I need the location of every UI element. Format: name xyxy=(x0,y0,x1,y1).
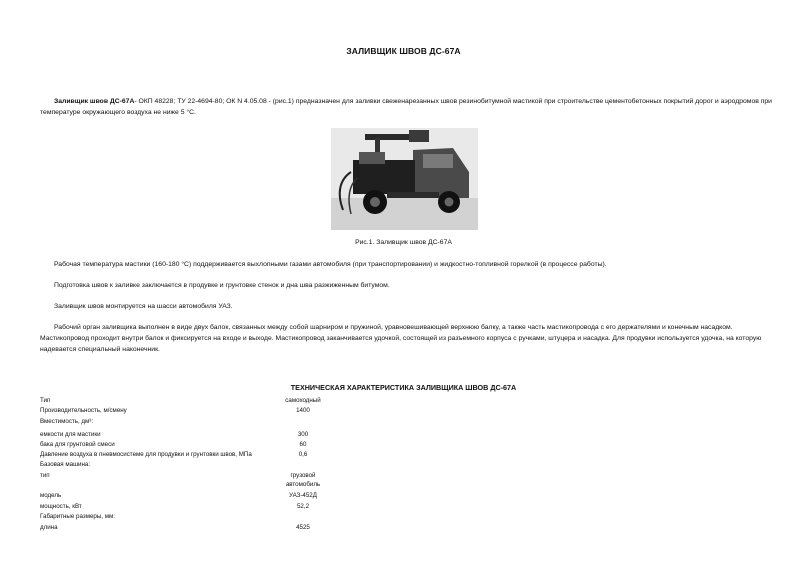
spec-label: мощность, кВт xyxy=(40,503,82,510)
spec-title: ТЕХНИЧЕСКАЯ ХАРАКТЕРИСТИКА ЗАЛИВЩИКА ШВОВ ДС-67А xyxy=(290,383,517,392)
spec-row xyxy=(0,418,807,428)
spec-value: 1400 xyxy=(296,407,310,414)
paragraph-preparation: Подготовка швов к заливке заключается в продувке и грунтовке стенок и дна шва разжиженным битумом. xyxy=(54,282,390,289)
spec-value: 52,2 xyxy=(296,503,310,510)
spec-row xyxy=(0,492,807,502)
spec-value: 60 xyxy=(299,441,307,448)
spec-label: бака для грунтовой смеси xyxy=(40,441,115,448)
spec-row xyxy=(0,441,807,451)
document-title: ЗАЛИВЩИК ШВОВ ДС-67А xyxy=(346,46,461,56)
spec-label: Тип xyxy=(40,397,51,404)
spec-value: грузовой xyxy=(290,472,316,479)
spec-value: УАЗ-452Д xyxy=(289,492,317,499)
spec-label: Вместимость, дм³: xyxy=(40,418,94,425)
spec-row xyxy=(0,397,807,407)
spec-label: Базовая машина: xyxy=(40,461,91,468)
spec-row xyxy=(0,451,807,461)
spec-value: 300 xyxy=(297,431,309,438)
spec-row xyxy=(0,481,807,491)
intro-bold-term: Заливщик швов ДС-67А xyxy=(54,98,135,105)
spec-value: самоходный xyxy=(285,397,321,404)
spec-label: емкости для мастики xyxy=(40,431,101,438)
spec-label: тип xyxy=(40,472,50,479)
spec-row xyxy=(0,524,807,534)
spec-value: 0,6 xyxy=(298,451,308,458)
spec-label: модель xyxy=(40,492,62,499)
intro-paragraph xyxy=(40,96,775,118)
paragraph-chassis: Заливщик швов монтируется на шасси автомобиля УАЗ. xyxy=(54,303,233,310)
spec-value: автомобиль xyxy=(285,481,321,488)
vehicle-photo xyxy=(331,128,478,230)
spec-label: Производительность, м/смену xyxy=(40,407,127,414)
spec-label: Габаритные размеры, мм: xyxy=(40,513,115,520)
spec-value: 4525 xyxy=(296,524,310,531)
spec-label: длина xyxy=(40,524,58,531)
spec-row xyxy=(0,513,807,523)
paragraph-temperature: Рабочая температура мастики (160-180 °С) поддерживается выхлопными газами автомобиля (при транспортировании) и жидкостно-топливной горелкой (в процессе работы). xyxy=(54,261,607,268)
figure-caption: Рис.1. Заливщик швов ДС-67А xyxy=(355,239,452,246)
spec-row xyxy=(0,431,807,441)
vehicle-illustration xyxy=(331,128,478,230)
spec-row xyxy=(0,407,807,417)
paragraph-working-body: Рабочий орган заливщика выполнен в виде двух балок, связанных между собой шарниром и пружиной, уравновешивающей верхнюю балку, а также часть мастикопровода с его держателями и конечным насадком. Мастикопровод проходит внутри балок и фиксируется на входе и выходе. Мастикопровод заканчивается удочкой, состоящей из разъемного корпуса с ручками, штуцера и насадка. Для продувки используется удочка, на которую надевается специальный наконечник. xyxy=(40,324,762,353)
spec-row xyxy=(0,503,807,513)
spec-row xyxy=(0,461,807,471)
intro-text: - ОКП 48228; ТУ 22-4694-80; ОК N 4.05.08 - (рис.1) предназначен для заливки свеженарезанных швов резинобитумной мастикой при строительстве цементобетонных покрытий дорог и аэродромов при температуре окружающего воздуха не ниже 5 °С. xyxy=(40,98,772,116)
spec-label: Давление воздуха в пневмосистеме для продувки и грунтовки швов, МПа xyxy=(40,451,252,458)
